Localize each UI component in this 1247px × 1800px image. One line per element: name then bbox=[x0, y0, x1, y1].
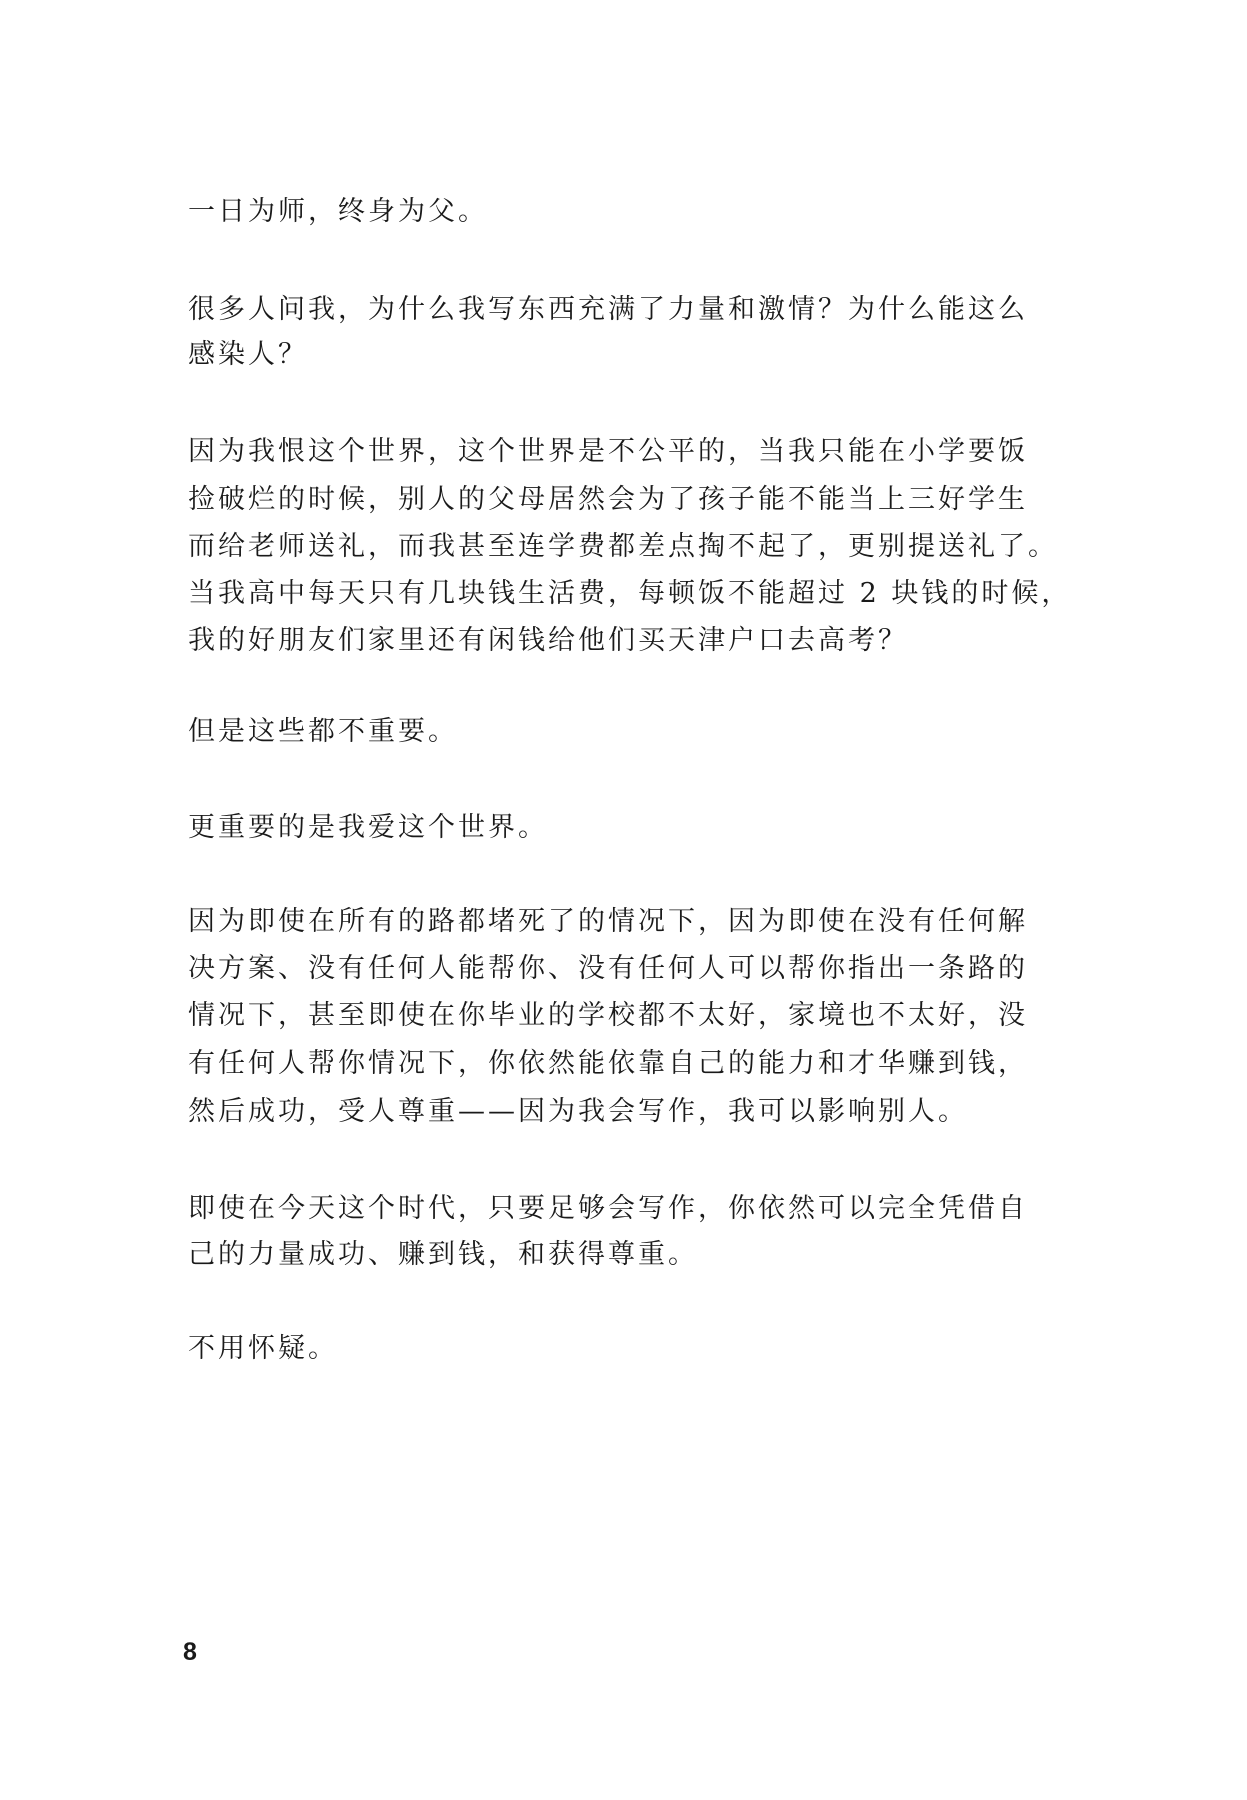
text-line: 即使在今天这个时代，只要足够会写作，你依然可以完全凭借自 bbox=[188, 1193, 1028, 1224]
page-number: 8 bbox=[183, 1638, 197, 1666]
text-line: 而给老师送礼，而我甚至连学费都差点掏不起了，更别提送礼了。 bbox=[188, 531, 1058, 562]
text-line: 当我高中每天只有几块钱生活费，每顿饭不能超过 2 块钱的时候， bbox=[188, 578, 1072, 609]
text-line: 己的力量成功、赚到钱，和获得尊重。 bbox=[188, 1239, 698, 1270]
text-line: 不用怀疑。 bbox=[188, 1333, 338, 1364]
text-line: 捡破烂的时候，别人的父母居然会为了孩子能不能当上三好学生 bbox=[188, 484, 1028, 515]
text-line: 感染人？ bbox=[188, 339, 308, 370]
text-line: 情况下，甚至即使在你毕业的学校都不太好，家境也不太好，没 bbox=[188, 1000, 1028, 1031]
text-line: 但是这些都不重要。 bbox=[188, 716, 458, 747]
text-line: 很多人问我，为什么我写东西充满了力量和激情？为什么能这么 bbox=[188, 294, 1028, 325]
text-line: 因为我恨这个世界，这个世界是不公平的，当我只能在小学要饭 bbox=[188, 436, 1028, 467]
text-line: 有任何人帮你情况下，你依然能依靠自己的能力和才华赚到钱， bbox=[188, 1048, 1028, 1079]
text-line: 因为即使在所有的路都堵死了的情况下，因为即使在没有任何解 bbox=[188, 906, 1028, 937]
text-line: 一日为师，终身为父。 bbox=[188, 196, 488, 227]
text-line: 我的好朋友们家里还有闲钱给他们买天津户口去高考？ bbox=[188, 625, 908, 656]
text-line: 然后成功，受人尊重——因为我会写作，我可以影响别人。 bbox=[188, 1096, 968, 1127]
text-line: 更重要的是我爱这个世界。 bbox=[188, 812, 548, 843]
text-line: 决方案、没有任何人能帮你、没有任何人可以帮你指出一条路的 bbox=[188, 953, 1028, 984]
